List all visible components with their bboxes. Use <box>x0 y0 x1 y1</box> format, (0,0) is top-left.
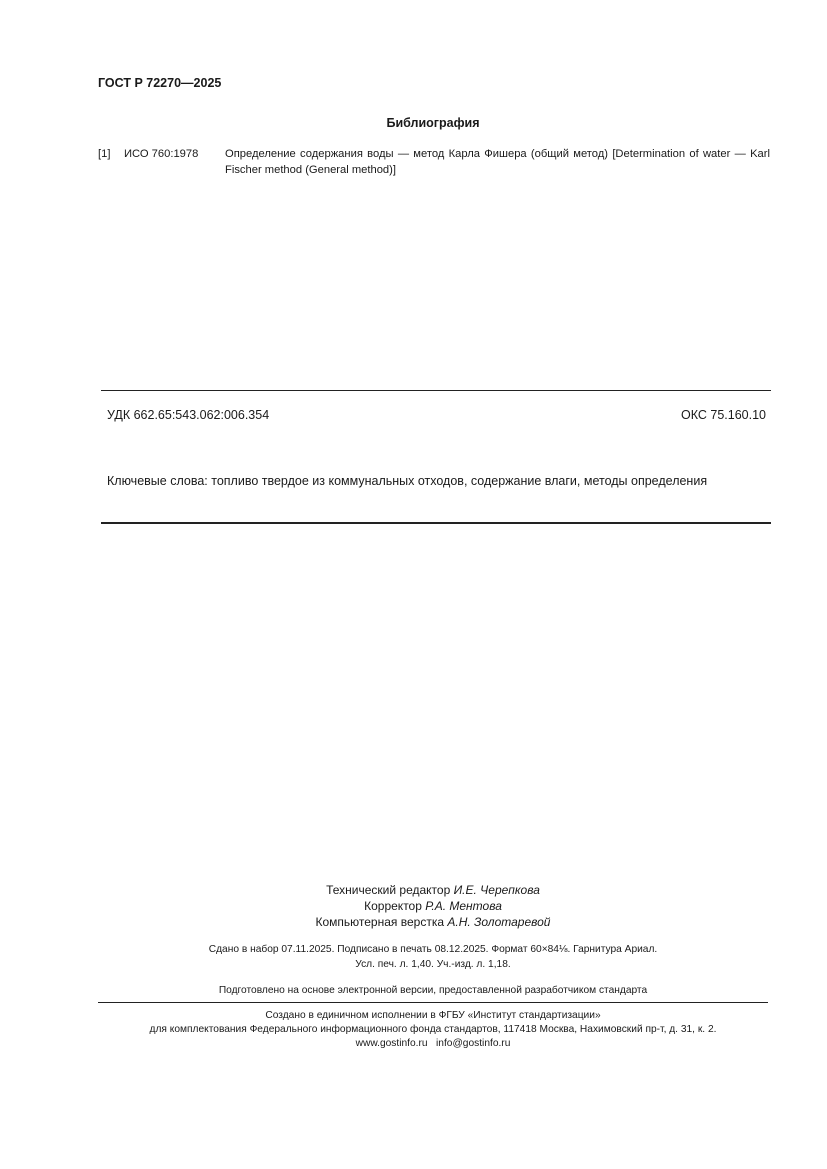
imprint-website: www.gostinfo.ru <box>355 1038 428 1049</box>
divider-imprint <box>98 1002 768 1003</box>
imprint-prepared: Подготовлено на основе электронной версии, предоставленной разработчиком стандарта <box>218 985 648 996</box>
bibliography-entry-number: [1] <box>98 148 111 160</box>
divider-keywords <box>101 522 771 524</box>
tech-editor-name: И.Е. Черепкова <box>453 883 540 897</box>
credit-tech-editor <box>0 882 827 899</box>
imprint-contacts <box>0 1036 827 1052</box>
keywords-block <box>107 473 766 490</box>
bibliography-entry-text: Определение содержания воды — метод Карла Фишера (общий метод) [Determination of water — Karl Fischer method (General method)] <box>225 148 770 176</box>
keywords-text: топливо твердое из коммунальных отходов, содержание влаги, методы определения <box>211 474 708 488</box>
bibliography-entry <box>98 147 770 178</box>
imprint-purpose: для комплектования Федерального информационного фонда стандартов, 117418 Москва, Нахимовский пр-т, д. 31, к. 2. <box>149 1024 717 1035</box>
corrector-label: Корректор <box>364 899 422 913</box>
bibliography-title: Библиография <box>386 116 480 130</box>
divider-top <box>101 390 771 391</box>
corrector-name: Р.А. Ментова <box>425 899 502 913</box>
bibliography-entry-standard: ИСО 760:1978 <box>124 148 199 160</box>
credit-layout <box>0 914 827 931</box>
imprint-email: info@gostinfo.ru <box>436 1038 511 1049</box>
udk-code: УДК 662.65:543.062:006.354 <box>107 408 270 422</box>
layout-label: Компьютерная верстка <box>315 915 445 929</box>
imprint-created: Создано в единичном исполнении в ФГБУ «Институт стандартизации» <box>265 1010 601 1021</box>
keywords-label: Ключевые слова: <box>107 474 208 488</box>
imprint-line2: Усл. печ. л. 1,40. Уч.-изд. л. 1,18. <box>355 959 511 970</box>
imprint-line1: Сдано в набор 07.11.2025. Подписано в печать 08.12.2025. Формат 60×84⅛. Гарнитура Ариал. <box>208 944 658 955</box>
oks-code: ОКС 75.160.10 <box>681 408 766 422</box>
tech-editor-label: Технический редактор <box>326 883 451 897</box>
credit-corrector <box>0 898 827 915</box>
document-header: ГОСТ Р 72270—2025 <box>98 76 222 90</box>
layout-name: А.Н. Золотаревой <box>447 915 551 929</box>
